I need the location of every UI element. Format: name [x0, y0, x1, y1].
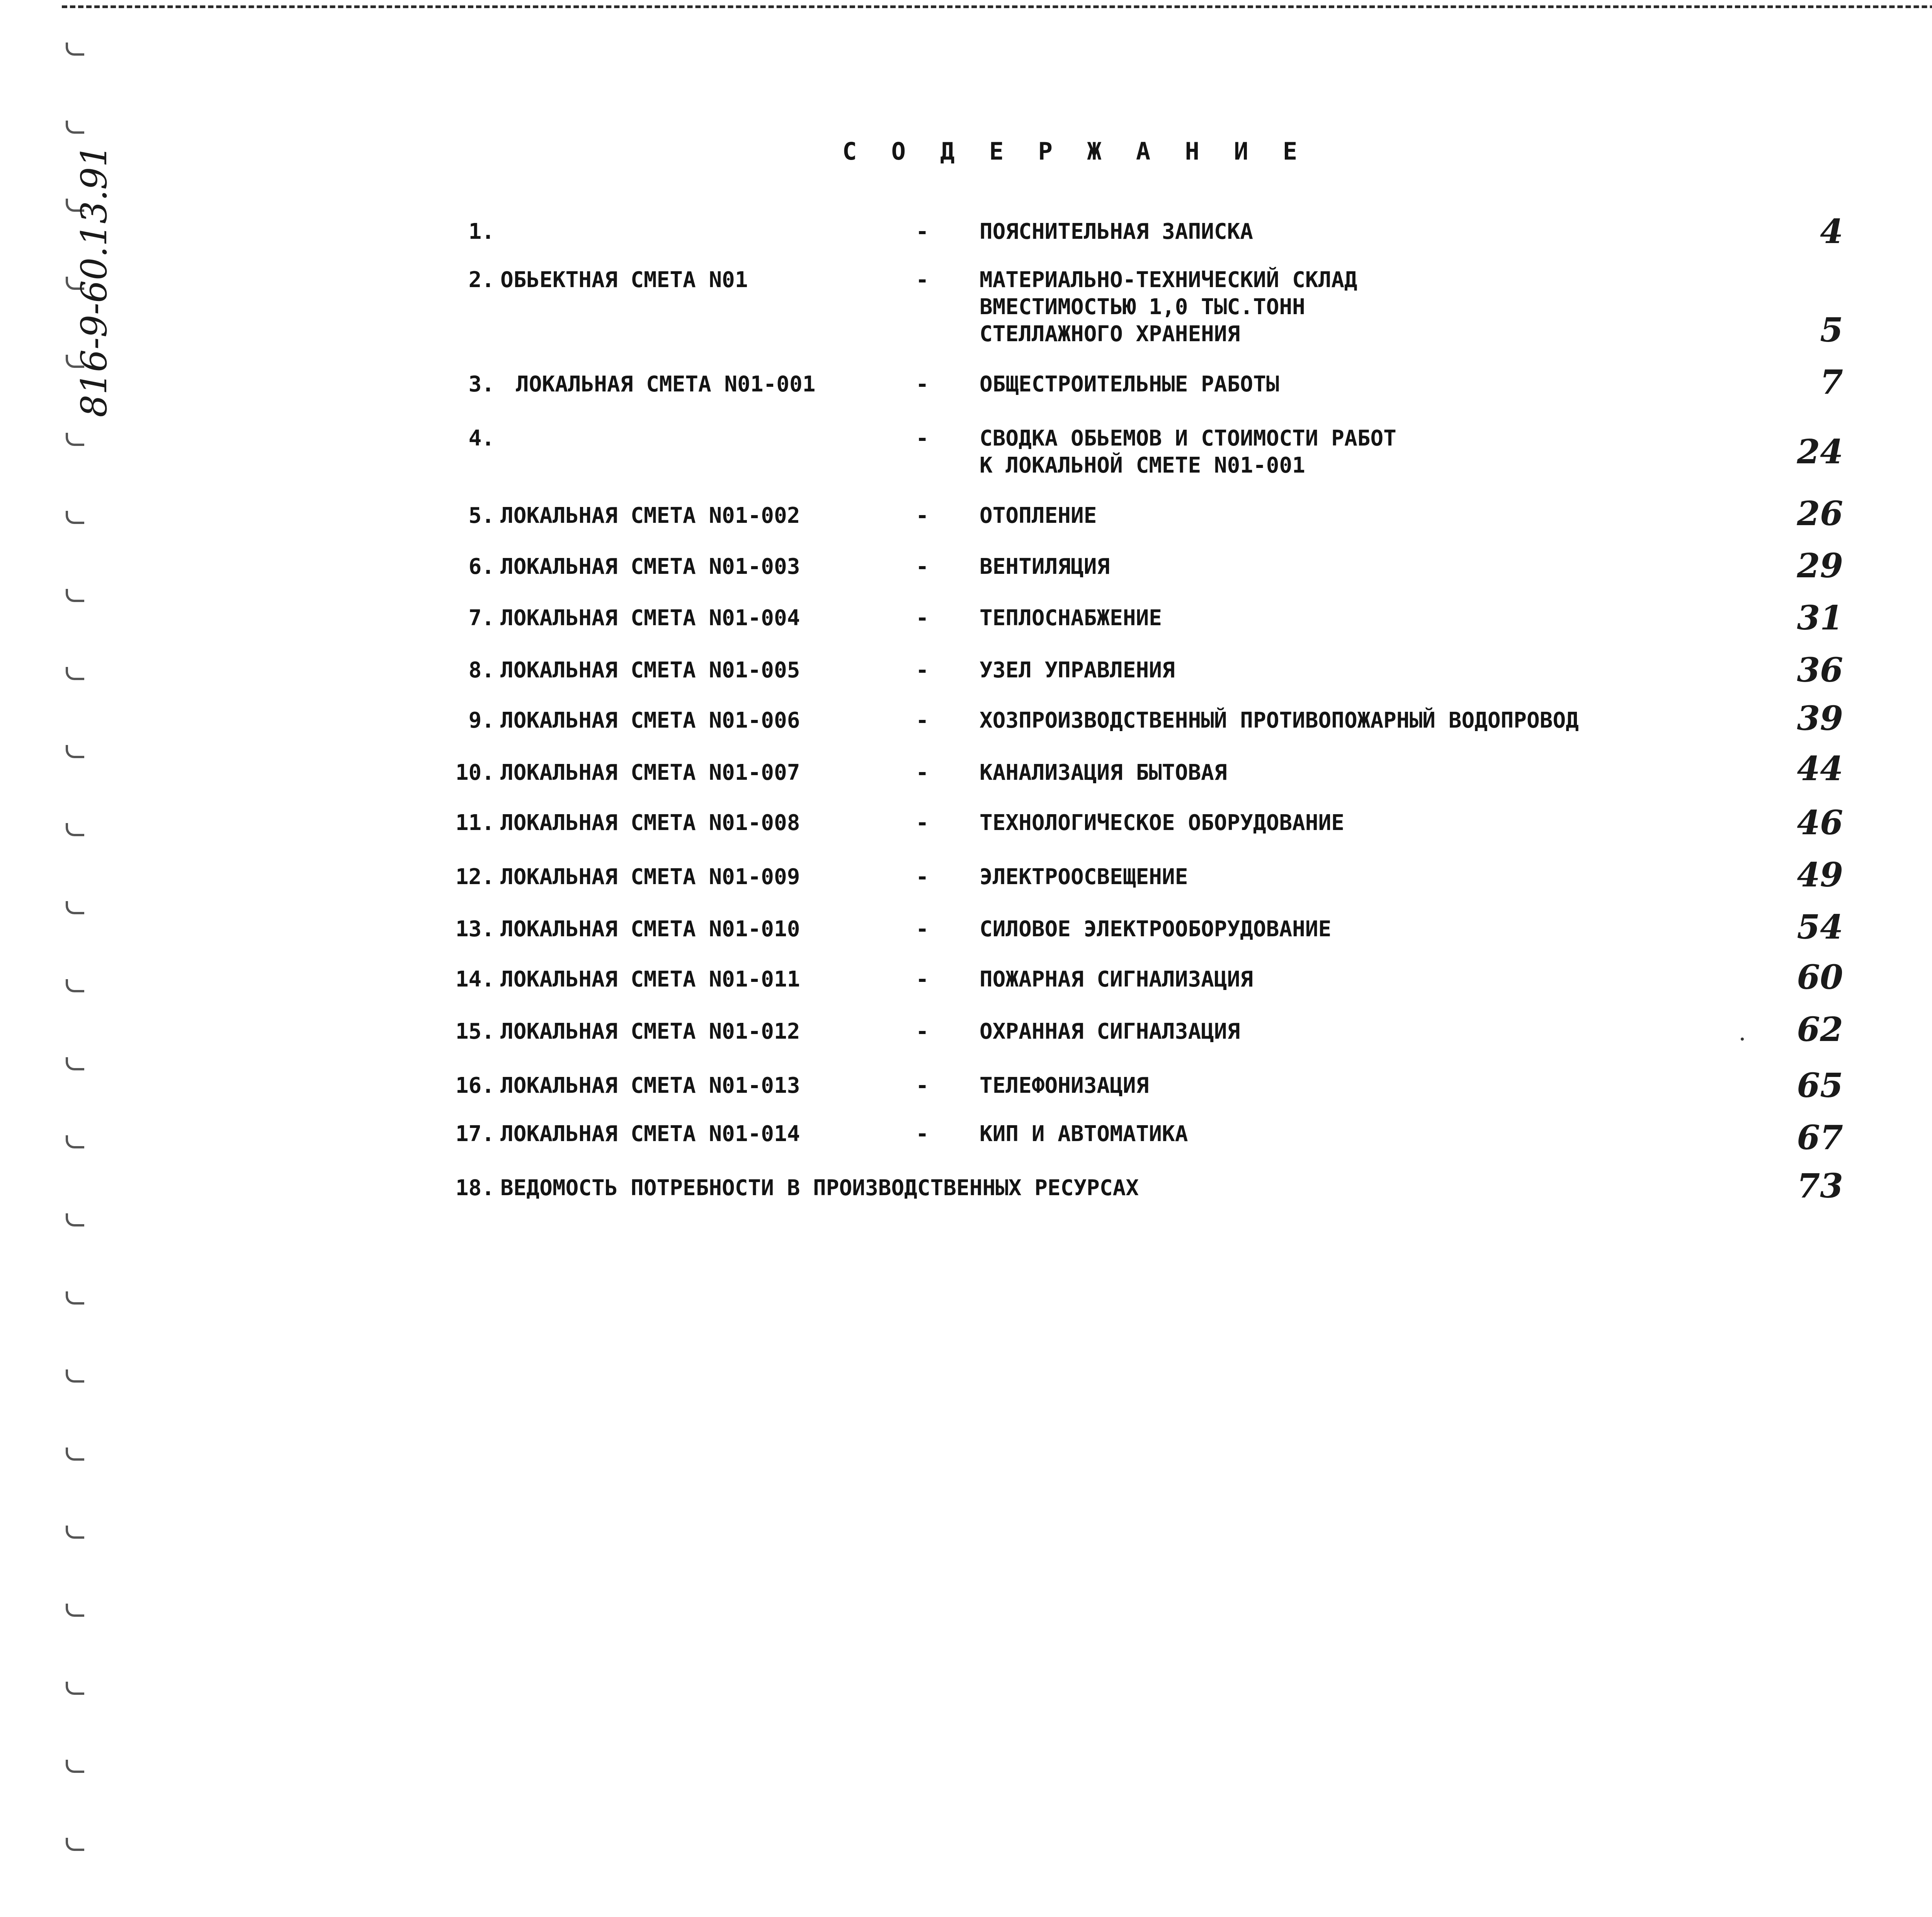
- toc-entry-number: 17.: [455, 1121, 495, 1146]
- toc-entry-page-number: 24: [1797, 432, 1843, 471]
- toc-entry-number: 13.: [455, 917, 495, 942]
- tractor-hole: [66, 1760, 84, 1773]
- toc-entry-title: [980, 916, 1331, 943]
- tractor-hole: [66, 901, 84, 914]
- stray-dot-mark: [1741, 1038, 1744, 1041]
- toc-entry-title: [980, 707, 1579, 734]
- toc-entry-number: 12.: [455, 864, 495, 890]
- toc-entry-source: ЛОКАЛЬНАЯ СМЕТА N01-006: [500, 708, 800, 733]
- tractor-hole: [66, 433, 84, 446]
- tractor-hole: [66, 511, 84, 524]
- toc-entry-title: [980, 759, 1227, 786]
- toc-entry-dash: -: [916, 864, 929, 890]
- toc-entry-page-number: 26: [1797, 494, 1843, 533]
- tractor-hole: [66, 1291, 84, 1305]
- toc-entry-source: ЛОКАЛЬНАЯ СМЕТА N01-012: [500, 1019, 800, 1044]
- toc-entry-page-number: 44: [1797, 749, 1843, 788]
- toc-entry-title: [980, 966, 1253, 993]
- toc-entry-source: ЛОКАЛЬНАЯ СМЕТА N01-002: [500, 503, 800, 528]
- toc-entry-title: [980, 1121, 1188, 1148]
- toc-entry-title: [980, 553, 1110, 580]
- toc-entry-title: [980, 502, 1097, 529]
- toc-entry-page-number: 7: [1820, 363, 1843, 402]
- toc-entry-dash: -: [916, 267, 929, 293]
- toc-entry-title-line: СТЕЛЛАЖНОГО ХРАНЕНИЯ: [980, 321, 1240, 347]
- tractor-hole: [66, 1448, 84, 1461]
- toc-entry-dash: -: [916, 917, 929, 942]
- toc-entry-source: ЛОКАЛЬНАЯ СМЕТА N01-003: [500, 554, 800, 579]
- toc-entry-dash: -: [916, 219, 929, 244]
- toc-entry-title: [980, 267, 1357, 348]
- toc-entry-dash: -: [916, 554, 929, 579]
- toc-entry-title-line: ТЕХНОЛОГИЧЕСКОЕ ОБОРУДОВАНИЕ: [980, 810, 1345, 835]
- toc-entry-title-line: ПОЖАРНАЯ СИГНАЛИЗАЦИЯ: [980, 967, 1253, 992]
- toc-entry-source: ЛОКАЛЬНАЯ СМЕТА N01-005: [500, 658, 800, 683]
- tractor-hole: [66, 121, 84, 134]
- toc-entry-dash: -: [916, 606, 929, 631]
- toc-entry-dash: -: [916, 1073, 929, 1098]
- toc-entry-page-number: 5: [1820, 311, 1843, 350]
- handwritten-side-code: 816-9-60.13.91: [73, 145, 115, 417]
- toc-entry-page-number: 67: [1797, 1118, 1843, 1157]
- toc-entry-title-line: ОХРАННАЯ СИГНАЛЗАЦИЯ: [980, 1019, 1240, 1044]
- toc-entry-dash: -: [916, 372, 929, 397]
- toc-entry-source: ЛОКАЛЬНАЯ СМЕТА N01-001: [516, 372, 816, 397]
- toc-entry-dash: -: [916, 1121, 929, 1146]
- toc-entry-dash: -: [916, 760, 929, 785]
- toc-entry-page-number: 73: [1797, 1167, 1843, 1206]
- tractor-hole: [66, 1604, 84, 1617]
- toc-entry-number: 8.: [468, 658, 495, 683]
- tractor-hole: [66, 1057, 84, 1070]
- toc-entry-title: [980, 371, 1279, 398]
- toc-entry-title-line: ХОЗПРОИЗВОДСТВЕННЫЙ ПРОТИВОПОЖАРНЫЙ ВОДОПРОВОД: [980, 708, 1579, 733]
- toc-entry-title-line: СВОДКА ОБЬЕМОВ И СТОИМОСТИ РАБОТ: [980, 426, 1396, 451]
- toc-entry-number: 16.: [455, 1073, 495, 1098]
- toc-entry-title: [980, 218, 1253, 245]
- tractor-hole: [66, 823, 84, 836]
- toc-entry-number: 10.: [455, 760, 495, 785]
- toc-entry-title-line: ТЕПЛОСНАБЖЕНИЕ: [980, 606, 1162, 631]
- toc-entry-page-number: 31: [1797, 599, 1843, 638]
- toc-entry-page-number: 46: [1797, 803, 1843, 842]
- document-title: С О Д Е Р Ж А Н И Е: [842, 137, 1308, 165]
- toc-entry-source: ЛОКАЛЬНАЯ СМЕТА N01-011: [500, 967, 800, 992]
- toc-entry-number: 7.: [468, 606, 495, 631]
- perforation-top-rule: [62, 5, 1932, 8]
- toc-entry-number: 4.: [468, 426, 495, 451]
- toc-entry-title-line: ОБЩЕСТРОИТЕЛЬНЫЕ РАБОТЫ: [980, 372, 1279, 397]
- toc-entry-title-line: ТЕЛЕФОНИЗАЦИЯ: [980, 1073, 1149, 1098]
- toc-entry-source: ЛОКАЛЬНАЯ СМЕТА N01-013: [500, 1073, 800, 1098]
- tractor-hole: [66, 1682, 84, 1695]
- tractor-hole: [66, 1838, 84, 1851]
- toc-entry-source: ЛОКАЛЬНАЯ СМЕТА N01-004: [500, 606, 800, 631]
- tractor-hole: [66, 979, 84, 992]
- toc-entry-title: [980, 657, 1175, 684]
- toc-entry-number: 3.: [468, 372, 495, 397]
- toc-entry-page-number: 54: [1797, 908, 1843, 947]
- toc-entry-title: [980, 425, 1396, 479]
- toc-entry-page-number: 65: [1797, 1066, 1843, 1105]
- tractor-hole: [66, 1526, 84, 1539]
- tractor-hole: [66, 1135, 84, 1148]
- tractor-hole: [66, 589, 84, 602]
- toc-entry-page-number: 49: [1797, 856, 1843, 895]
- toc-entry-number: 15.: [455, 1019, 495, 1044]
- toc-entry-source: ЛОКАЛЬНАЯ СМЕТА N01-009: [500, 864, 800, 890]
- toc-entry-title-line: КАНАЛИЗАЦИЯ БЫТОВАЯ: [980, 760, 1227, 785]
- tractor-hole: [66, 1369, 84, 1383]
- toc-entry-dash: -: [916, 658, 929, 683]
- toc-entry-title: [980, 864, 1188, 891]
- toc-entry-page-number: 62: [1797, 1010, 1843, 1049]
- toc-entry-title: [980, 810, 1344, 837]
- toc-entry-source: ЛОКАЛЬНАЯ СМЕТА N01-014: [500, 1121, 800, 1146]
- toc-entry-title-line: ЭЛЕКТРООСВЕЩЕНИЕ: [980, 864, 1188, 890]
- tractor-hole: [66, 745, 84, 758]
- toc-entry-number: 1.: [468, 219, 495, 244]
- toc-entry-title: [980, 1018, 1240, 1045]
- toc-entry-title: [980, 1072, 1149, 1099]
- toc-entry-title-line: СИЛОВОЕ ЭЛЕКТРООБОРУДОВАНИЕ: [980, 917, 1332, 942]
- toc-entry-source: ВЕДОМОСТЬ ПОТРЕБНОСТИ В ПРОИЗВОДСТВЕННЫХ РЕСУРСАХ: [500, 1175, 1139, 1201]
- toc-entry-number: 5.: [468, 503, 495, 528]
- toc-entry-number: 9.: [468, 708, 495, 733]
- toc-entry-dash: -: [916, 708, 929, 733]
- toc-entry-source: ЛОКАЛЬНАЯ СМЕТА N01-007: [500, 760, 800, 785]
- tractor-hole: [66, 1213, 84, 1226]
- toc-entry-number: 2.: [468, 267, 495, 293]
- toc-entry-title-line: КИП И АВТОМАТИКА: [980, 1121, 1188, 1146]
- toc-entry-page-number: 39: [1797, 699, 1843, 738]
- toc-entry-title-line: УЗЕЛ УПРАВЛЕНИЯ: [980, 658, 1175, 683]
- toc-entry-number: 14.: [455, 967, 495, 992]
- toc-entry-source: ЛОКАЛЬНАЯ СМЕТА N01-010: [500, 917, 800, 942]
- toc-entry-source: ЛОКАЛЬНАЯ СМЕТА N01-008: [500, 810, 800, 835]
- toc-entry-page-number: 29: [1797, 546, 1843, 585]
- toc-entry-page-number: 4: [1820, 212, 1843, 251]
- toc-entry-number: 11.: [455, 810, 495, 835]
- toc-entry-page-number: 36: [1797, 651, 1843, 690]
- toc-entry-source: ОБЬЕКТНАЯ СМЕТА N01: [500, 267, 748, 293]
- toc-entry-title-line: ОТОПЛЕНИЕ: [980, 503, 1097, 528]
- toc-entry-title-line: К ЛОКАЛЬНОЙ СМЕТЕ N01-001: [980, 453, 1305, 478]
- toc-entry-dash: -: [916, 1019, 929, 1044]
- tractor-hole: [66, 667, 84, 680]
- toc-entry-title-line: ПОЯСНИТЕЛЬНАЯ ЗАПИСКА: [980, 219, 1253, 244]
- tractor-hole: [66, 43, 84, 56]
- toc-entry-dash: -: [916, 967, 929, 992]
- toc-entry-number: 6.: [468, 554, 495, 579]
- toc-entry-title-line: МАТЕРИАЛЬНО-ТЕХНИЧЕСКИЙ СКЛАД: [980, 267, 1357, 293]
- toc-entry-dash: -: [916, 426, 929, 451]
- toc-entry-title-line: ВМЕСТИМОСТЬЮ 1,0 ТЫС.ТОНН: [980, 294, 1305, 320]
- toc-entry-number: 18.: [455, 1175, 495, 1201]
- toc-entry-title: [980, 605, 1162, 632]
- toc-entry-page-number: 60: [1797, 958, 1843, 997]
- toc-entry-dash: -: [916, 503, 929, 528]
- toc-entry-dash: -: [916, 810, 929, 835]
- toc-entry-title-line: ВЕНТИЛЯЦИЯ: [980, 554, 1110, 579]
